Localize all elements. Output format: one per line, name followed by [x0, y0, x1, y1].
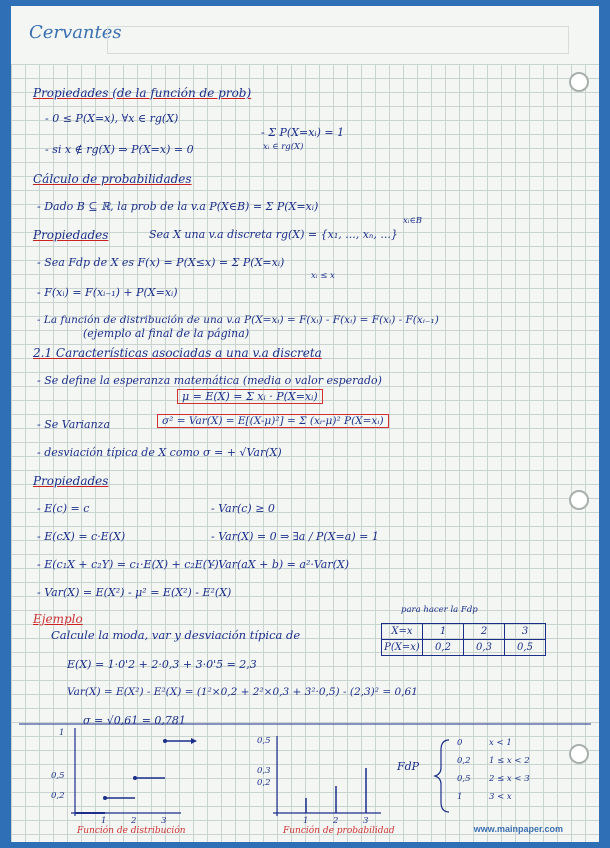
right-tick-x: 2 [333, 816, 339, 826]
table-cell: 2 [464, 624, 505, 640]
esperanza-formula-box: μ = E(X) = Σ xᵢ · P(X=xᵢ) [177, 389, 323, 404]
heading-propiedades-2: Propiedades [33, 228, 109, 242]
heading-calculo: Cálculo de probabilidades [33, 172, 192, 186]
fdp-subscript: xᵢ ≤ x [311, 271, 335, 281]
step-point [103, 796, 107, 800]
fdp-label: FdP [397, 760, 420, 773]
fdp-case-range: 1 ≤ x < 2 [489, 756, 530, 766]
left-tick-y: 0,5 [51, 771, 65, 781]
varianza-formula-box: σ² = Var(X) = E[(X-μ)²] = Σ (xᵢ-μ)² P(X=xᵢ) [157, 414, 389, 428]
left-graph-caption: Función de distribución [77, 826, 186, 836]
table-cell: 3 [505, 624, 546, 640]
fdp-recursion: - F(xᵢ) = F(xᵢ₋₁) + P(X=xᵢ) [37, 286, 178, 299]
probability-graph [273, 736, 381, 816]
fdp-case-range: 3 < x [489, 792, 512, 802]
right-graph-caption: Función de probabilidad [283, 826, 395, 836]
page-header [11, 6, 599, 64]
example-expectation: E(X) = 1·0'2 + 2·0,3 + 3·0'5 = 2,3 [67, 658, 257, 671]
example-prompt: Calcule la moda, var y desviación típica de [51, 628, 301, 642]
example-note: para hacer la Fdp [401, 605, 478, 615]
prop-e-scalar: - E(cX) = c·E(X) [37, 530, 126, 543]
fdp-case-value: 0,5 [457, 774, 471, 784]
table-cell: 0,3 [464, 640, 505, 656]
table-cell: P(X=x) [382, 640, 423, 656]
heading-propiedades-3: Propiedades [33, 474, 109, 488]
left-tick-y: 1 [59, 728, 65, 738]
prop-var-formula: - Var(X) = E(X²) - μ² = E(X²) - E²(X) [37, 586, 232, 599]
fdp-case-value: 1 [457, 792, 463, 802]
footer-url: www.mainpaper.com [473, 824, 563, 834]
property-line-2: - si x ∉ rg(X) ⇒ P(X=x) = 0 [45, 143, 194, 156]
heading-propiedades-1: Propiedades (de la función de prob) [33, 86, 252, 100]
table-cell: X=x [382, 624, 423, 640]
prop-e-linear: - E(c₁X + c₂Y) = c₁·E(X) + c₂E(Y) [37, 558, 219, 571]
right-tick-y: 0,2 [257, 778, 271, 788]
table-cell: 0,2 [423, 640, 464, 656]
probability-table [381, 623, 546, 656]
property-sum-line: - Σ P(X=xᵢ) = 1 [261, 126, 345, 139]
table-cell: 1 [423, 624, 464, 640]
calculo-line: - Dado B ⊆ ℝ, la prob de la v.a P(X∈B) = Σ P(X=xᵢ) [37, 200, 319, 213]
property-sum-subscript: xᵢ ∈ rg(X) [263, 142, 304, 152]
table-row [382, 624, 546, 640]
right-tick-x: 3 [363, 816, 369, 826]
right-tick-y: 0,3 [257, 766, 271, 776]
heading-caracteristicas: 2.1 Características asociadas a una v.a discreta [33, 346, 322, 360]
varianza-label: - Se Varianza [37, 418, 111, 431]
step-point [133, 776, 137, 780]
fdp-case-range: 2 ≤ x < 3 [489, 774, 530, 784]
left-tick-y: 0,2 [51, 791, 65, 801]
fdp-case-value: 0 [457, 738, 463, 748]
header-write-box [107, 26, 569, 54]
right-tick-y: 0,5 [257, 736, 271, 746]
fdp-case-value: 0,2 [457, 756, 471, 766]
desviacion-line: - desviación típica de X como σ = + √Var(X) [37, 446, 282, 459]
notebook-page [11, 6, 599, 842]
calculo-subscript: xᵢ∈B [403, 216, 423, 226]
prop-var-affine: - Var(aX + b) = a²·Var(X) [211, 558, 350, 571]
arrow-icon [191, 738, 197, 744]
step-point [163, 739, 167, 743]
heading-ejemplo: Ejemplo [33, 612, 83, 626]
brand-logo: Cervantes [29, 22, 122, 43]
right-tick-x: 1 [303, 816, 309, 826]
binder-hole-middle [569, 490, 589, 510]
propiedades-2-intro: Sea X una v.a discreta rg(X) = {x₁, ..., xₙ, ...} [149, 228, 398, 241]
distribution-line: - La función de distribución de una v.a P(X=xᵢ) = F(xᵢ) - F(xᵢ) = F(xᵢ) - F(xᵢ₋₁) [37, 314, 439, 326]
fdp-definition: - Sea Fdp de X es F(x) = P(X≤x) = Σ P(X=xᵢ) [37, 256, 285, 269]
distribution-note: (ejemplo al final de la página) [83, 327, 250, 340]
distribution-graph [71, 728, 197, 816]
fdp-case-range: x < 1 [489, 738, 512, 748]
example-sigma: σ = √0,61 = 0,781 [83, 714, 186, 727]
esperanza-definition: - Se define la esperanza matemática (media o valor esperado) [37, 374, 382, 387]
prop-e-constant: - E(c) = c [37, 502, 90, 515]
property-line-1: - 0 ≤ P(X=x), ∀x ∈ rg(X) [45, 112, 179, 125]
table-row [382, 640, 546, 656]
brace-icon [435, 740, 449, 812]
left-tick-x: 3 [161, 816, 167, 826]
binder-hole-top [569, 72, 589, 92]
prop-var-nonneg: - Var(c) ≥ 0 [211, 502, 275, 515]
left-tick-x: 2 [131, 816, 137, 826]
prop-var-zero: - Var(X) = 0 ⇒ ∃a / P(X=a) = 1 [211, 530, 379, 543]
left-tick-x: 1 [101, 816, 107, 826]
example-variance: Var(X) = E(X²) - E²(X) = (1²×0,2 + 2²×0,3 + 3²·0,5) - (2,3)² = 0,61 [67, 686, 418, 698]
table-cell: 0,5 [505, 640, 546, 656]
